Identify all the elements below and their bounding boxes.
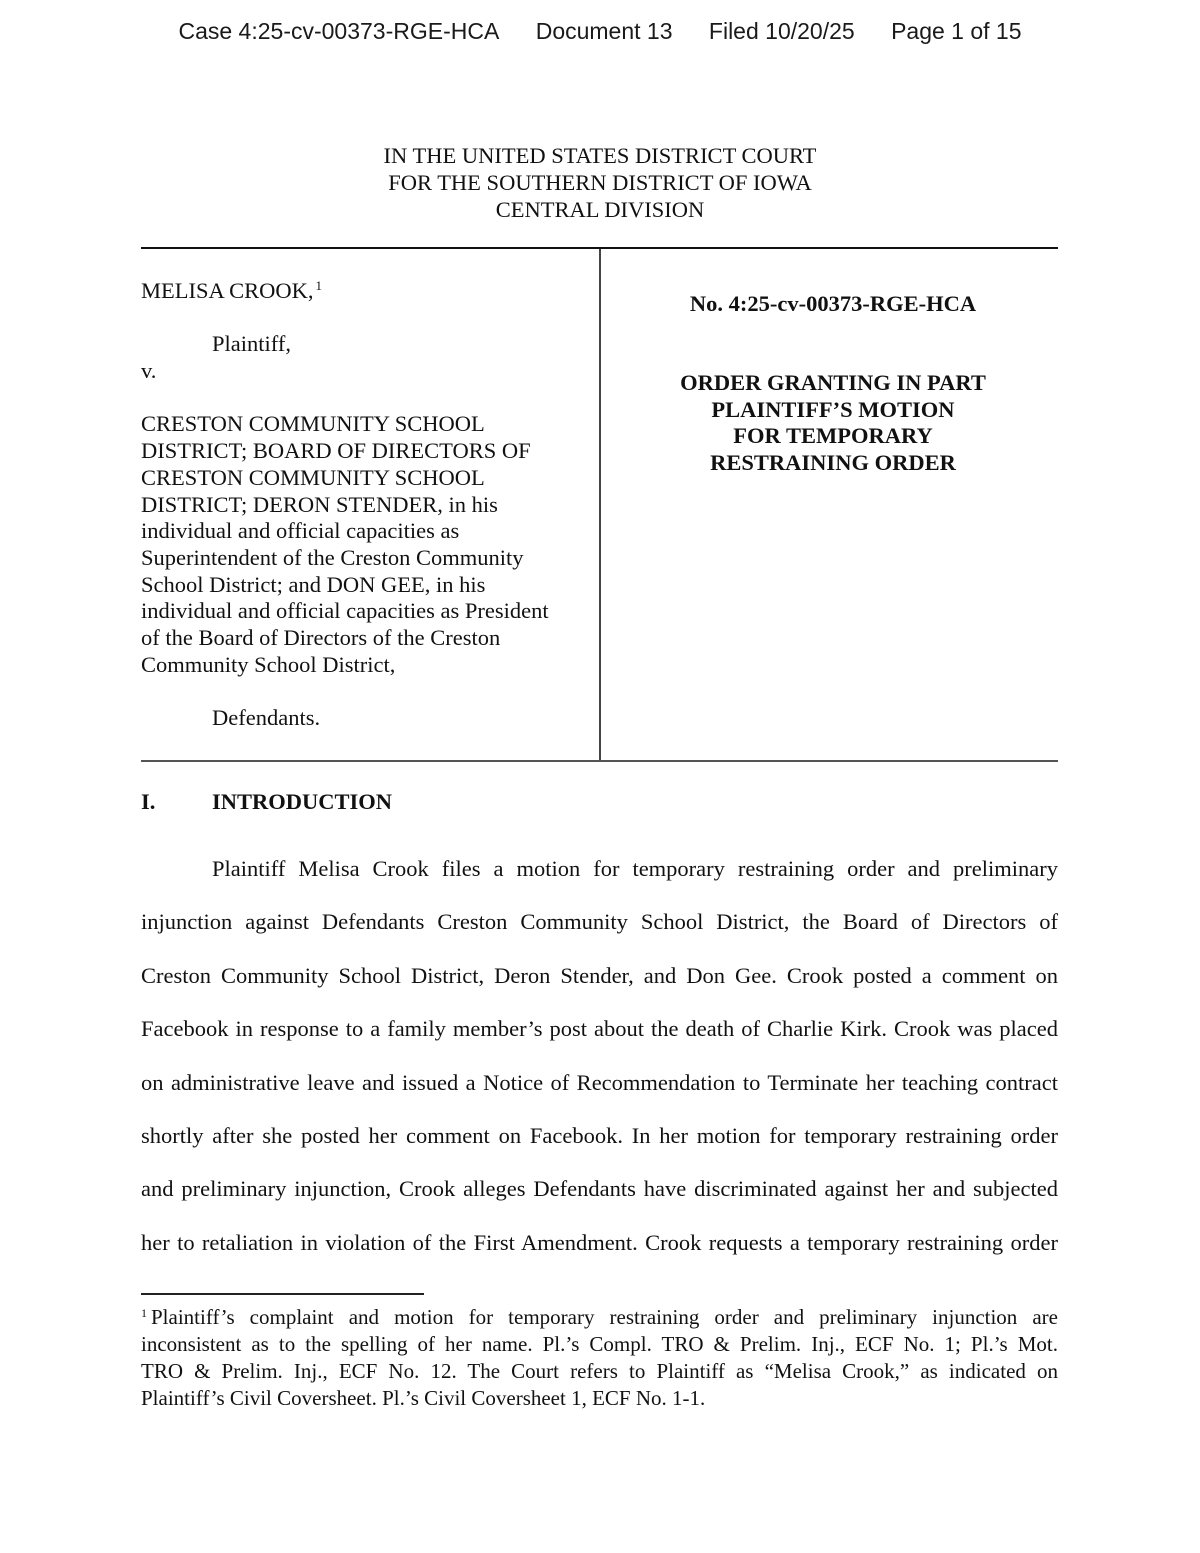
defendants-line: DISTRICT; DERON STENDER, in his (141, 491, 498, 517)
plaintiff-name (141, 278, 586, 305)
defendants-line: individual and official capacities as (141, 518, 460, 544)
body-line: shortly after she posted her comment on Facebook. In her motion for temporary restraining order (141, 1122, 1058, 1148)
case-id: Case 4:25-cv-00373-RGE-HCA (178, 18, 500, 44)
footnote-marker: 1 (141, 1306, 147, 1320)
case-number: No. 4:25-cv-00373-RGE-HCA (689, 291, 977, 316)
plaintiff-role: Plaintiff, (212, 331, 291, 357)
order-title-line: RESTRAINING ORDER (710, 450, 956, 476)
footnote (141, 1304, 1058, 1412)
section-number: I. (141, 789, 156, 814)
court-title (0, 142, 1200, 223)
footnote-separator (141, 1293, 424, 1295)
body-line: Plaintiff Melisa Crook files a motion for temporary restraining order and preliminary (212, 856, 1058, 881)
order-title-line: PLAINTIFF’S MOTION (711, 396, 955, 422)
order-title-line: ORDER GRANTING IN PART (680, 370, 986, 395)
section-heading (141, 788, 392, 815)
defendants-line: CRESTON COMMUNITY SCHOOL (141, 464, 485, 490)
defendants-line: individual and official capacities as President (141, 598, 549, 624)
footnote-line: TRO & Prelim. Inj., ECF No. 12. The Court refers to Plaintiff as “Melisa Crook,” as indicated on (141, 1359, 1058, 1383)
defendants-list (141, 411, 586, 678)
body-line: injunction against Defendants Creston Community School District, the Board of Directors of (141, 909, 1058, 935)
body-line: her to retaliation in violation of the First Amendment. Crook requests a temporary restraining order (141, 1229, 1058, 1255)
body-line: on administrative leave and issued a Notice of Recommendation to Terminate her teaching contract (141, 1069, 1058, 1095)
introduction-paragraph (141, 842, 1058, 1269)
page-count: Page 1 of 15 (891, 18, 1022, 44)
defendants-role: Defendants. (212, 705, 321, 731)
body-line: Facebook in response to a family member’s post about the death of Charlie Kirk. Crook was placed (141, 1016, 1058, 1042)
footnote-line (141, 1304, 1058, 1331)
court-title-line: FOR THE SOUTHERN DISTRICT OF IOWA (388, 170, 812, 195)
defendants-line: School District; and DON GEE, in his (141, 571, 486, 597)
body-line: and preliminary injunction, Crook alleges Defendants have discriminated against her and subjected (141, 1176, 1058, 1202)
caption-bottom-rule (141, 760, 1058, 762)
document-number: Document 13 (535, 18, 673, 44)
defendants-line: Community School District, (141, 651, 396, 677)
body-line: Creston Community School District, Deron Stender, and Don Gee. Crook posted a comment on (141, 962, 1058, 988)
versus: v. (141, 358, 157, 384)
plaintiff-name-text: MELISA CROOK, (141, 278, 314, 303)
defendants-line: Superintendent of the Creston Community (141, 545, 524, 570)
defendants-line: of the Board of Directors of the Creston (141, 625, 501, 651)
court-title-line: IN THE UNITED STATES DISTRICT COURT (383, 143, 817, 168)
defendants-line: DISTRICT; BOARD OF DIRECTORS OF (141, 438, 531, 464)
filed-date: Filed 10/20/25 (708, 18, 855, 44)
court-title-line: CENTRAL DIVISION (495, 197, 705, 222)
footnote-line-text: Plaintiff’s complaint and motion for temporary restraining order and preliminary injunction are (151, 1305, 1058, 1329)
footnote-line: inconsistent as to the spelling of her name. Pl.’s Compl. TRO & Prelim. Inj., ECF No. 1; Pl.’s Mot. (141, 1332, 1058, 1356)
footnote-line: Plaintiff’s Civil Coversheet. Pl.’s Civil Coversheet 1, ECF No. 1-1. (141, 1386, 706, 1410)
footnote-reference: 1 (315, 278, 323, 293)
defendants-line: CRESTON COMMUNITY SCHOOL (141, 411, 485, 437)
case-caption-title (600, 290, 1066, 477)
case-caption-parties (141, 278, 586, 732)
section-title: INTRODUCTION (212, 789, 393, 814)
order-title-line: FOR TEMPORARY (733, 423, 933, 449)
order-title (600, 370, 1066, 477)
ecf-header-stamp (0, 18, 1200, 45)
